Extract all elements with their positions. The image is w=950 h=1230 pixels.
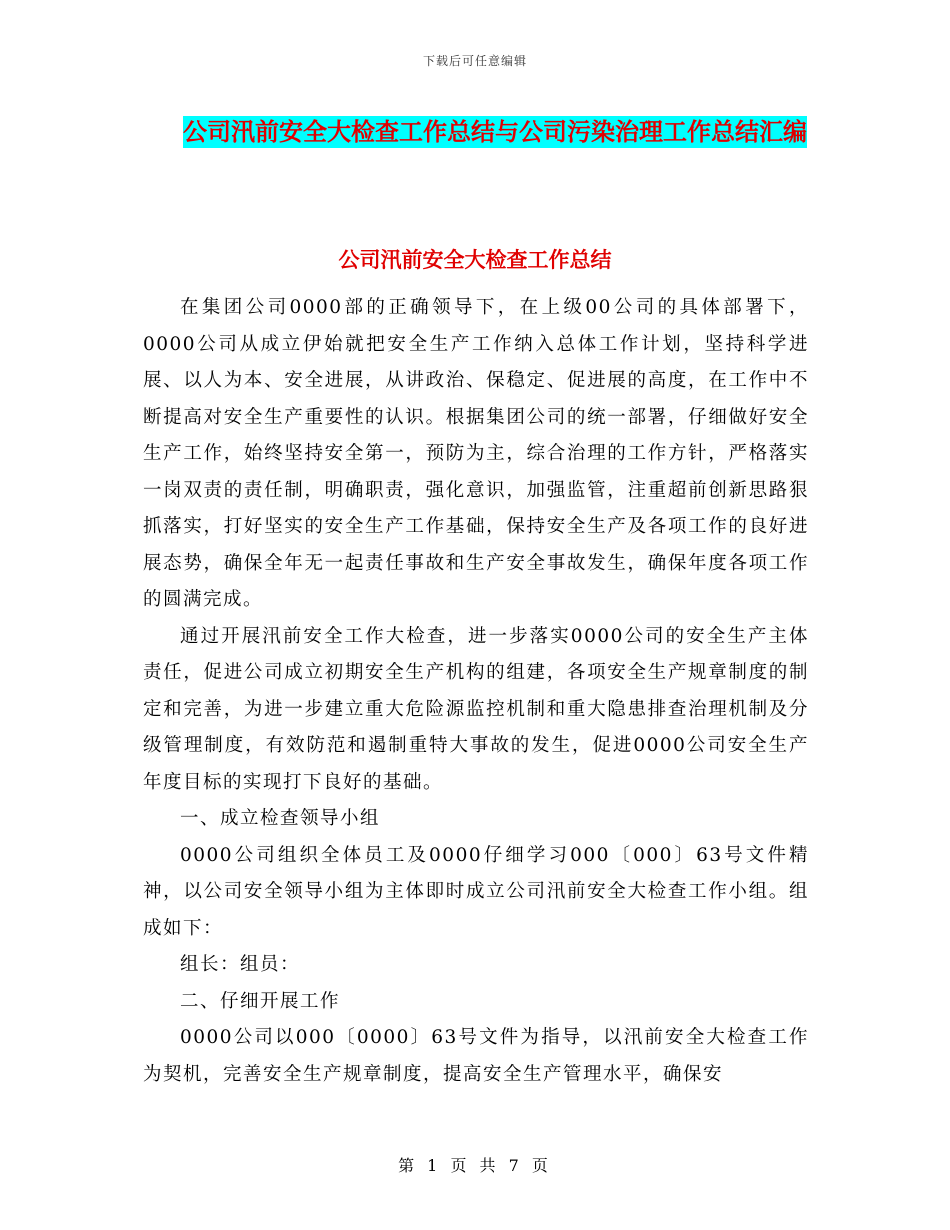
section-heading: 一、成立检查领导小组 [180,808,381,829]
section-title: 公司汛前安全大检查工作总结 [338,248,612,272]
paragraph: 组长：组员： [180,954,301,975]
section-heading: 二、仔细开展工作 [180,990,341,1012]
document-body [143,290,809,1093]
page-header-note: 下载后可任意编辑 [422,54,527,68]
paragraph: 在集团公司0000部的正确领导下，在上级00公司的具体部署下，0000公司从成立伊始就把安全生产工作纳入总体工作计划，坚持科学进展、以人为本、安全进展，从讲政治、保稳定、促进展的高度，在工作中不断提高对安全生产重要性的认识。根据集团公司的统一部署，仔细做好安全生产工作，始终坚持安全第一，预防为主，综合治理的工作方针，严格落实一岗双责的责任制，明确职责，强化意识，加强监管，注重超前创新思路狠抓落实，打好坚实的安全生产工作基础，保持安全生产及各项工作的良好进展态势，确保全年无一起责任事故和生产安全事故发生，确保年度各项工作的圆满完成。 [143,297,809,610]
document-title-highlight: 公司汛前安全大检查工作总结与公司污染治理工作总结汇编 [183,118,807,146]
document-title [150,108,840,156]
paragraph: 通过开展汛前安全工作大检查，进一步落实0000公司的安全生产主体责任，促进公司成立初期安全生产机构的组建，各项安全生产规章制度的制定和完善，为进一步建立重大危险源监控机制和重大隐患排查治理机制及分级管理制度，有效防范和遏制重特大事故的发生，促进0000公司安全生产年度目标的实现打下良好的基础。 [143,625,809,793]
paragraph: 0000公司组织全体员工及0000仔细学习000〔000〕63号文件精神，以公司安全领导小组为主体即时成立公司汛前安全大检查工作小组。组成如下： [143,844,809,939]
paragraph: 0000公司以000〔0000〕63号文件为指导，以汛前安全大检查工作为契机，完善安全生产规章制度，提高安全生产管理水平，确保安 [143,1027,809,1085]
page-footer: 第 1 页 共 7 页 [398,1156,552,1175]
